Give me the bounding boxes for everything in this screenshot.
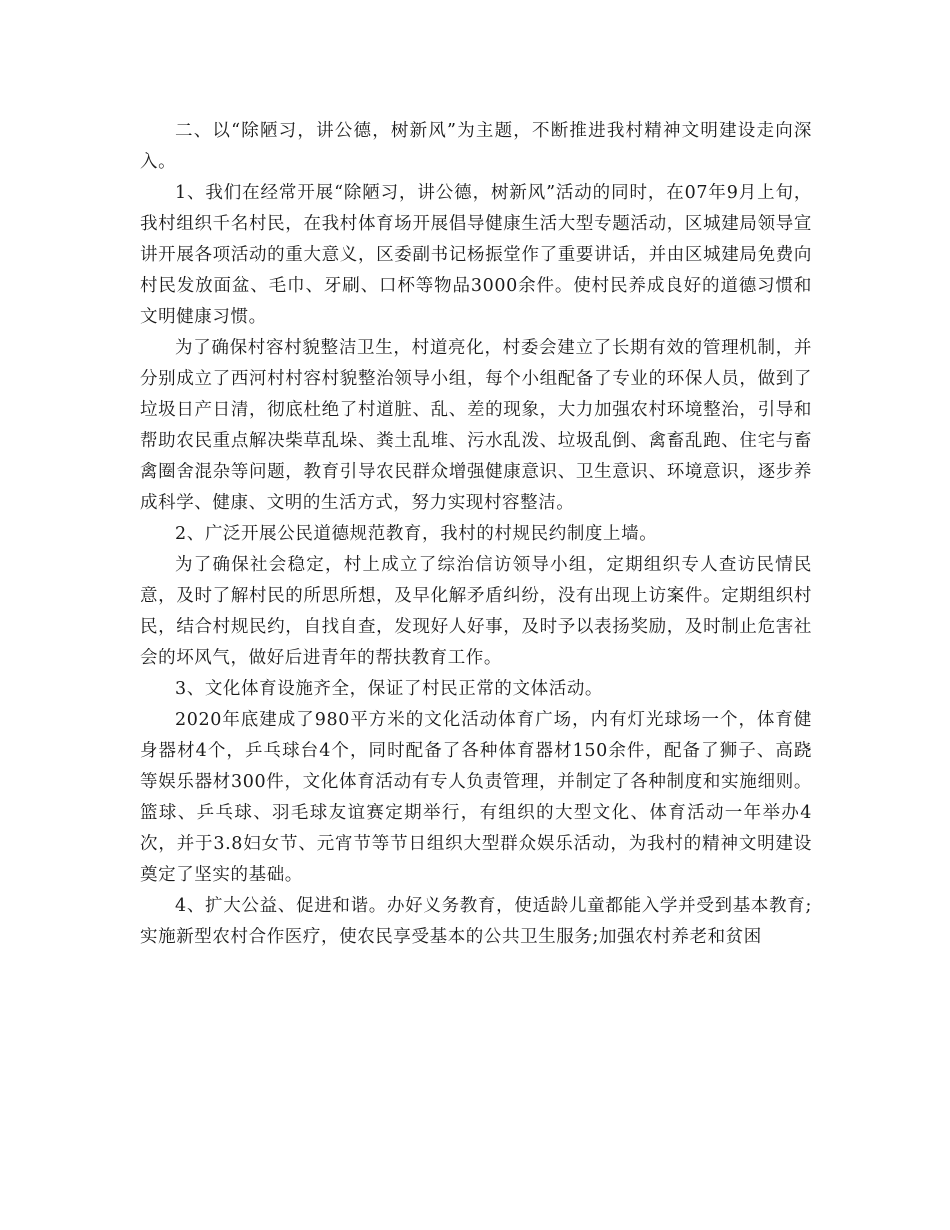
paragraph-sports-facilities: 2020年底建成了980平方米的文化活动体育广场，内有灯光球场一个，体育健身器材4个，乒乓球台4个，同时配备了各种体育器材150余件，配备了狮子、高跷等娱乐器材300件，文化体育活动有专人负责管理，并制定了各种制度和实施细则。篮球、乒乓球、羽毛球友谊赛定期举行，有组织的大型文化、体育活动一年举办4次，并于3.8妇女节、元宵节等节日组织大型群众娱乐活动，为我村的精神文明建设奠定了坚实的基础。: [140, 710, 812, 885]
document-body: [140, 116, 812, 953]
paragraph-social-stability: 为了确保社会稳定，村上成立了综治信访领导小组，定期组织专人查访民情民意，及时了解村民的所思所想，及早化解矛盾纠纷，没有出现上访案件。定期组织村民，结合村规民约，自找自查，发现好人好事，及时予以表扬奖励，及时制止危害社会的坏风气，做好后进青年的帮扶教育工作。: [140, 555, 812, 668]
paragraph-item-3: 3、文化体育设施齐全，保证了村民正常的文体活动。: [175, 679, 604, 699]
paragraph-item-2: 2、广泛开展公民道德规范教育，我村的村规民约制度上墙。: [175, 524, 658, 544]
paragraph-village-cleanliness: 为了确保村容村貌整洁卫生，村道亮化，村委会建立了长期有效的管理机制，并分别成立了西河村村容村貌整治领导小组，每个小组配备了专业的环保人员，做到了垃圾日产日清，彻底杜绝了村道脏、乱、差的现象，大力加强农村环境整治，引导和帮助农民重点解决柴草乱垛、粪土乱堆、污水乱泼、垃圾乱倒、禽畜乱跑、住宅与畜禽圈舍混杂等问题，教育引导农民群众增强健康意识、卫生意识、环境意识，逐步养成科学、健康、文明的生活方式，努力实现村容整洁。: [140, 338, 812, 513]
paragraph-item-4: 4、扩大公益、促进和谐。办好义务教育，使适龄儿童都能入学并受到基本教育;实施新型农村合作医疗，使农民享受基本的公共卫生服务;加强农村养老和贫困: [140, 896, 812, 947]
paragraph-item-1: 1、我们在经常开展“除陋习，讲公德，树新风”活动的同时，在07年9月上旬，我村组织千名村民，在我村体育场开展倡导健康生活大型专题活动，区城建局领导宣讲开展各项活动的重大意义，区委副书记杨振堂作了重要讲话，并由区城建局免费向村民发放面盆、毛巾、牙刷、口杯等物品3000余件。使村民养成良好的道德习惯和文明健康习惯。: [140, 183, 812, 327]
paragraph-section-heading: 二、以“除陋习，讲公德，树新风”为主题，不断推进我村精神文明建设走向深入。: [140, 121, 812, 172]
